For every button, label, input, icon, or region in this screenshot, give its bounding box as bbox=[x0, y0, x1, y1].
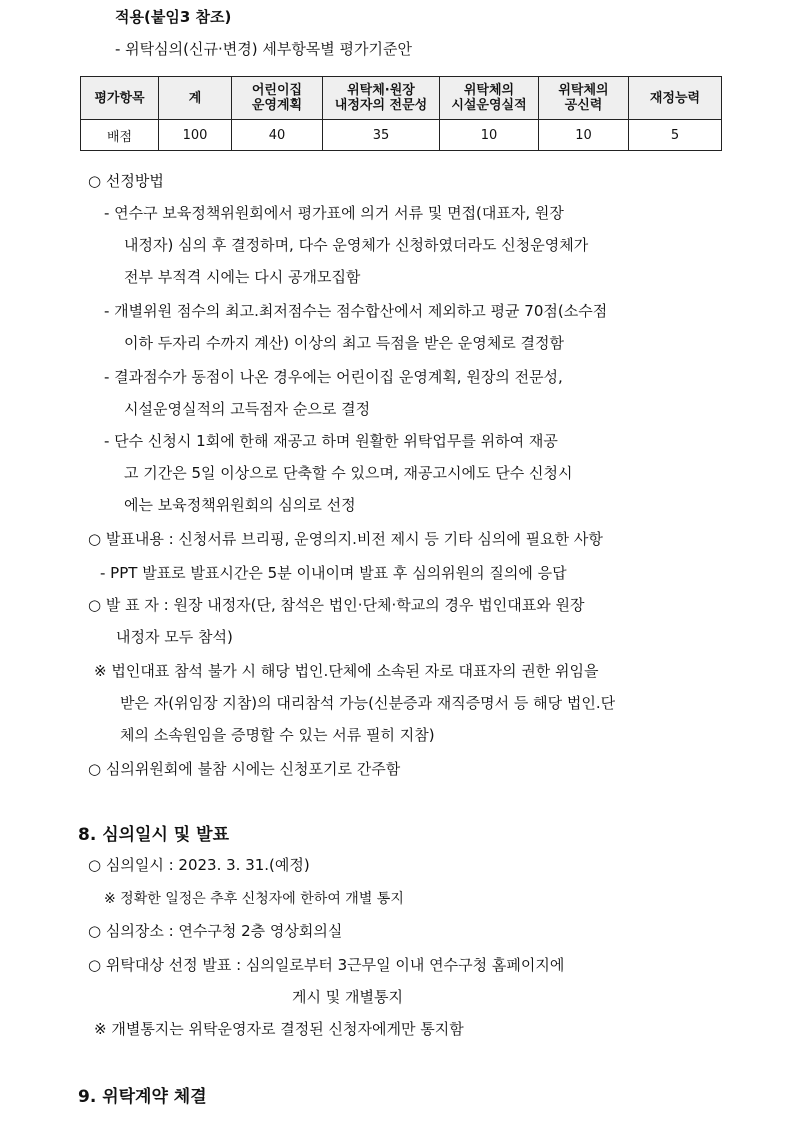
table-cell: 35 bbox=[323, 120, 440, 151]
table-header-cell: 평가항목 bbox=[81, 77, 159, 120]
selection-item: - 개별위원 점수의 최고.최저점수는 점수합산에서 제외하고 평균 70점(소수점 bbox=[104, 302, 608, 320]
selection-title: ○ 선정방법 bbox=[88, 172, 164, 190]
table-cell: 5 bbox=[629, 120, 722, 151]
table-header-cell: 위탁체의 시설운영실적 bbox=[440, 77, 539, 120]
table-cell: 40 bbox=[232, 120, 323, 151]
selection-item: 시설운영실적의 고득점자 순으로 결정 bbox=[124, 400, 371, 418]
criteria-caption: - 위탁심의(신규·변경) 세부항목별 평가기준안 bbox=[115, 40, 413, 58]
selection-item: - 연수구 보육정책위원회에서 평가표에 의거 서류 및 면접(대표자, 원장 bbox=[104, 204, 564, 222]
presentation-note: 받은 자(위임장 지참)의 대리참석 가능(신분증과 재직증명서 등 해당 법인.단 bbox=[120, 694, 616, 712]
selection-item: 이하 두자리 수까지 계산) 이상의 최고 득점을 받은 운영체로 결정함 bbox=[124, 334, 564, 352]
selection-item: - 단수 신청시 1회에 한해 재공고 하며 원활한 위탁업무를 위하여 재공 bbox=[104, 432, 558, 450]
table-header-cell: 위탁체의 공신력 bbox=[539, 77, 629, 120]
table-header-cell: 계 bbox=[159, 77, 232, 120]
presentation-note: 체의 소속원임을 증명할 수 있는 서류 필히 지참) bbox=[120, 726, 435, 744]
review-date: ○ 심의일시 : 2023. 3. 31.(예정) bbox=[88, 856, 310, 874]
announcement-line: ○ 위탁대상 선정 발표 : 심의일로부터 3근무일 이내 연수구청 홈페이지에 bbox=[88, 956, 565, 974]
table-cell: 10 bbox=[539, 120, 629, 151]
selection-item: 에는 보육정책위원회의 심의로 선정 bbox=[124, 496, 356, 514]
table-row bbox=[81, 120, 722, 151]
presenter-line: ○ 발 표 자 : 원장 내정자(단, 참석은 법인·단체·학교의 경우 법인대표와 원장 bbox=[88, 596, 585, 614]
selection-item: - 결과점수가 동점이 나온 경우에는 어린이집 운영계획, 원장의 전문성, bbox=[104, 368, 563, 386]
presentation-note: ※ 법인대표 참석 불가 시 해당 법인.단체에 소속된 자로 대표자의 권한 위임을 bbox=[94, 662, 599, 680]
review-place: ○ 심의장소 : 연수구청 2층 영상회의실 bbox=[88, 922, 343, 940]
table-header-cell: 어린이집 운영계획 bbox=[232, 77, 323, 120]
presentation-ppt: - PPT 발표로 발표시간은 5분 이내이며 발표 후 심의위원의 질의에 응답 bbox=[100, 564, 567, 582]
selection-item: 고 기간은 5일 이상으로 단축할 수 있으며, 재공고시에도 단수 신청시 bbox=[124, 464, 573, 482]
presenter-line: 내정자 모두 참석) bbox=[116, 628, 233, 646]
absence-rule: ○ 심의위원회에 불참 시에는 신청포기로 간주함 bbox=[88, 760, 401, 778]
section-9-heading: 9. 위탁계약 체결 bbox=[78, 1087, 207, 1107]
review-date-note: ※ 정확한 일정은 추후 신청자에 한하여 개별 통지 bbox=[104, 891, 404, 907]
reference-line: 적용(붙임3 참조) bbox=[115, 8, 232, 26]
table-header-cell: 재정능력 bbox=[629, 77, 722, 120]
table-header-cell: 위탁체·원장 내정자의 전문성 bbox=[323, 77, 440, 120]
table-cell: 10 bbox=[440, 120, 539, 151]
announcement-note: ※ 개별통지는 위탁운영자로 결정된 신청자에게만 통지함 bbox=[94, 1020, 464, 1038]
selection-item: 전부 부적격 시에는 다시 공개모집함 bbox=[124, 268, 361, 286]
table-cell: 배점 bbox=[81, 120, 159, 151]
table-header-row bbox=[81, 77, 722, 120]
announcement-line: 게시 및 개별통지 bbox=[292, 988, 403, 1006]
section-8-heading: 8. 심의일시 및 발표 bbox=[78, 825, 229, 845]
table-cell: 100 bbox=[159, 120, 232, 151]
selection-item: 내정자) 심의 후 결정하며, 다수 운영체가 신청하였더라도 신청운영체가 bbox=[124, 236, 589, 254]
presentation-content: ○ 발표내용 : 신청서류 브리핑, 운영의지.비전 제시 등 기타 심의에 필요한 사항 bbox=[88, 530, 603, 548]
evaluation-table bbox=[80, 76, 722, 151]
